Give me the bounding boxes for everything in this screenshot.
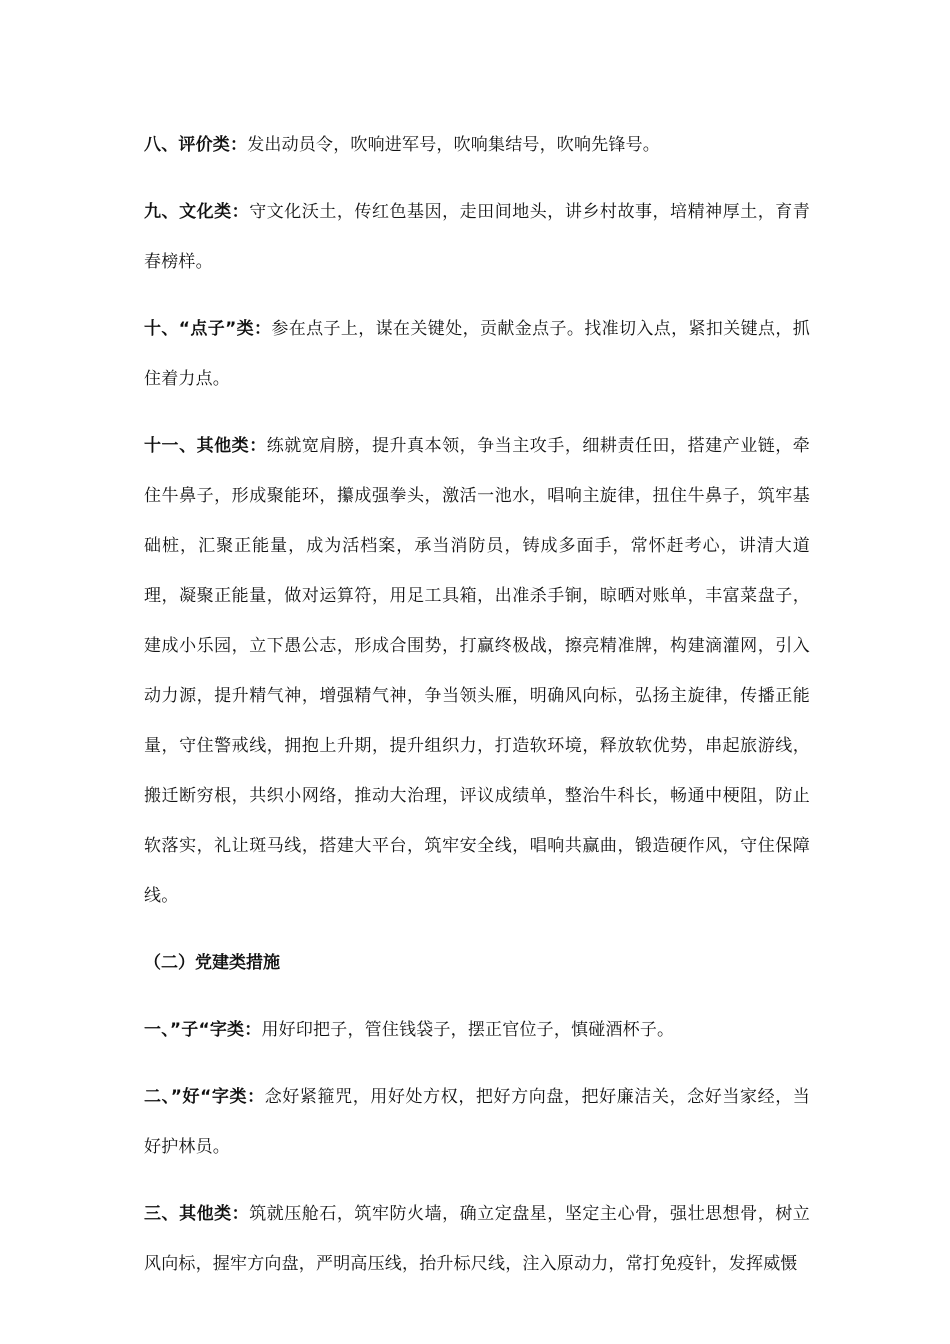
item-text: 念好紧箍咒，用好处方权，把好方向盘，把好廉洁关，念好当家经，当好护林员。 [144, 1087, 810, 1157]
item-text: 用好印把子，管住钱袋子，摆正官位子，慎碰酒杯子。 [261, 1020, 675, 1040]
item-text: 发出动员令，吹响进军号，吹响集结号，吹响先锋号。 [247, 135, 661, 155]
item-heading: 三、其他类： [144, 1204, 250, 1224]
item-heading: 九、文化类： [144, 202, 250, 222]
item-heading: 十一、其他类： [144, 436, 267, 456]
item-text: 练就宽肩膀，提升真本领，争当主攻手，细耕责任田，搭建产业链，牵住牛鼻子，形成聚能环，攥成强拳头，激活一池水，唱响主旋律，扭住牛鼻子，筑牢基础桩，汇聚正能量，成为活档案，承当消防员，铸成多面手，常怀赶考心，讲清大道理，凝聚正能量，做对运算符，用足工具箱，出准杀手锏，晾晒对账单，丰富菜盘子，建成小乐园，立下愚公志，形成合围势，打赢终极战，擦亮精准牌，构建滴灌网，引入动力源，提升精气神，增强精气神，争当领头雁，明确风向标，弘扬主旋律，传播正能量，守住警戒线，拥抱上升期，提升组织力，打造软环境，释放软优势，串起旅游线，搬迁断穷根，共织小网络，推动大治理，评议成绩单，整治牛科长，畅通中梗阻，防止软落实，礼让斑马线，搭建大平台，筑牢安全线，唱响共赢曲，锻造硬作风，守住保障线。 [144, 436, 810, 906]
item-others [144, 421, 810, 921]
item-heading: 一、”子“字类： [144, 1020, 262, 1040]
section-heading: （二）党建类措施 [144, 953, 280, 973]
item-heading: 二、”好“字类： [144, 1087, 265, 1107]
item-evaluation [144, 120, 810, 170]
party-item-others [144, 1189, 810, 1289]
item-heading: 八、评价类： [144, 135, 248, 155]
party-item-hao [144, 1072, 810, 1172]
item-ideas [144, 304, 810, 404]
item-culture [144, 187, 810, 287]
party-item-zi [144, 1005, 810, 1055]
item-text: 守文化沃土，传红色基因，走田间地头，讲乡村故事，培精神厚土，育青春榜样。 [144, 202, 810, 272]
document-body [144, 120, 810, 1306]
item-heading: 十、“点子”类： [144, 319, 272, 339]
item-text: 参在点子上，谋在关键处，贡献金点子。找准切入点，紧扣关键点，抓住着力点。 [144, 319, 810, 389]
item-text: 筑就压舱石，筑牢防火墙，确立定盘星，坚定主心骨，强壮思想骨，树立风向标，握牢方向盘，严明高压线，抬升标尺线，注入原动力，常打免疫针，发挥威慑 [144, 1204, 810, 1274]
